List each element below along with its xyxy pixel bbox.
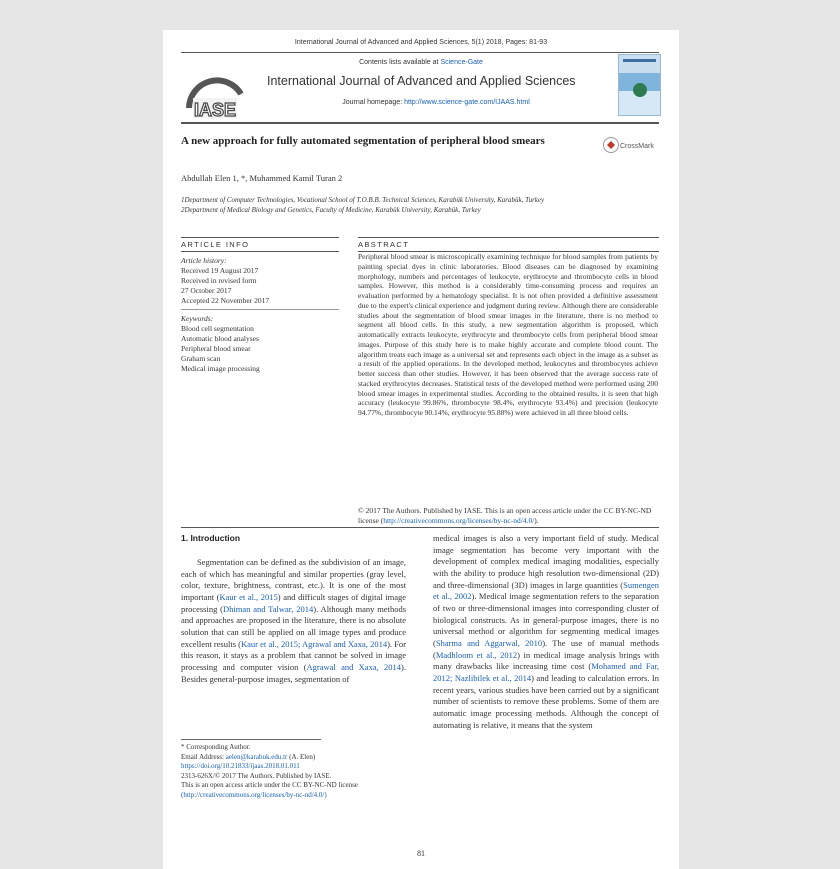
intro-text: ). Besides general-purpose images, segmentation of xyxy=(181,661,406,684)
intro-text: ) and leading to calculation errors. In recent years, various studies have been carried out by a significant number of scientists to remove these problems. Some of them are automatic image processing methods. Although the concept of automating is relative, it means that the system xyxy=(433,672,659,730)
intro-text: medical images is also a very important field of study. Medical image segmentation has become very important with the development of complex medical imaging modalities, especially with the ability to produce high resolution two-dimensional (2D) and three-dimensional (3D) images in large quantities ( xyxy=(433,533,659,590)
header-rule-bottom xyxy=(181,122,659,124)
citation-link[interactable]: Madhloom et al., 2012 xyxy=(435,649,518,660)
logo-text: IASE xyxy=(193,100,237,120)
keywords xyxy=(181,314,341,374)
affiliation-2: 2Department of Medical Biology and Genetics, Faculty of Medicine, Karabük University, Karabük, Turkey xyxy=(181,206,481,214)
intro-text: ). Medical image segmentation refers to the separation of two or three-dimensional images into corresponding cluster of biological constructs. As in general-purpose images, there is no universal method or algorithm for segmenting medical images ( xyxy=(433,591,659,648)
copyright-suffix: ). xyxy=(534,515,539,525)
citation-link[interactable]: Kaur et al., 2015; Agrawal and Xaxa, 2014 xyxy=(241,638,388,649)
body-rule xyxy=(181,527,659,528)
intro-text: Segmentation can be defined as the subdivision of an image, each of which has meaningful and similar properties (gray level, color, texture, brightness, contrast, etc.). It is one of the most important ( xyxy=(181,557,406,602)
homepage-link[interactable]: http://www.science-gate.com/IJAAS.html xyxy=(404,99,530,106)
crossmark-label: CrossMark xyxy=(620,143,654,150)
article-info-rule xyxy=(181,237,339,238)
issn-line: 2313-626X/© 2017 The Authors. Published by IASE. xyxy=(181,771,332,780)
keyword-item: Medical image processing xyxy=(181,364,260,373)
article-history xyxy=(181,256,341,306)
iase-logo-icon xyxy=(181,64,249,124)
footnote-rule xyxy=(181,739,321,740)
intro-text: ). For this reason, it stays as a problem that cannot be solved in image processing and computer vision ( xyxy=(181,638,407,672)
keyword-item: Automatic blood analyses xyxy=(181,334,259,343)
header-rule-top xyxy=(181,52,659,53)
email-link[interactable]: aelen@karabuk.edu.tr xyxy=(225,752,288,761)
citation-link[interactable]: Agrawal and Xaxa, 2014 xyxy=(306,661,402,672)
article-info-rule-2 xyxy=(181,251,339,252)
citation-link[interactable]: Mohamed and Far, 2012; Nazlibilek et al., 2014 xyxy=(433,661,659,683)
abstract-rule xyxy=(358,237,659,238)
running-head: International Journal of Advanced and Applied Sciences, 5(1) 2018, Pages: 81-93 xyxy=(294,39,548,46)
history-revised-date: 27 October 2017 xyxy=(181,286,232,295)
license-line: This is an open access article under the CC BY-NC-ND license xyxy=(181,781,358,789)
email-line xyxy=(181,753,421,763)
keyword-item: Blood cell segmentation xyxy=(181,324,254,333)
page-number: 81 xyxy=(417,849,425,858)
citation-link[interactable]: Kaur et al., 2015 xyxy=(219,591,278,602)
journal-cover-image xyxy=(618,54,661,116)
abstract-text: Peripheral blood smear is microscopically examining technique for blood samples from patients by painting special dyes in clinic laboratories. Blood diseases can be diagnosed by examining morphology, numbers and percentages of leukocyte, erythrocyte and thrombocyte cells in blood samples. However, this method is a considerably time-consuming process and requires an evaluation performed by a hematology specialist. It is not often provided a definitive assessment due to the expert's clinical experience and judgment during review. Although there are considerable studies about the segmentation of blood smear images in the literature, there is no method to segment all blood cells. In this study, a new segmentation algorithm is proposed, which automatically extracts leukocyte, erythrocyte and thrombocyte cells from peripheral blood smear images. Purpose of this study here is to make highly accurate and complete blood count. The algorithm treats each image as a universal set and represents each object in the image as a subset as a result of the applied operations. In the developed method, leukocytes and thrombocytes achieve better success than other studies. However, it has been observed that the average success rate of stacked erythrocytes decreases. Statistical tests of the developed method were performed using 200 blood smear images in experimental studies. According to the obtained results, it is seen that high accuracy (leukocyte 99.86%, thrombocyte 98.4%, erythrocyte 93.4%) and precision (leukocyte 94.77%, thrombocyte 90.14%, erythrocyte 95.88%) were achieved in all three blood cells. xyxy=(358,252,658,417)
journal-title: International Journal of Advanced and Applied Sciences xyxy=(267,74,576,88)
crossmark-icon[interactable] xyxy=(603,136,659,154)
citation-link[interactable]: Sumengen et al., 2002 xyxy=(433,579,659,602)
email-prefix: Email Address: xyxy=(181,752,224,761)
license-link[interactable]: http://creativecommons.org/licenses/by-nc-nd/4.0/ xyxy=(383,515,535,525)
article-title: A new approach for fully automated segmentation of peripheral blood smears xyxy=(181,135,545,147)
intro-text: ) in medical image analysis brings with many drawbacks like increasing time cost ( xyxy=(433,649,659,672)
contents-link[interactable]: Science-Gate xyxy=(440,59,483,66)
history-label: Article history: xyxy=(181,256,227,265)
intro-text: ). The use of manual methods ( xyxy=(433,637,659,660)
article-info-heading: ARTICLE INFO xyxy=(181,240,250,249)
footnote xyxy=(181,743,421,800)
intro-text: ) and difficult stages of digital image processing ( xyxy=(181,591,407,614)
intro-left-column xyxy=(181,557,406,685)
history-received: Received 19 August 2017 xyxy=(181,266,259,275)
affiliation-1: 1Department of Computer Technologies, Vocational School of T.O.B.B. Technical Sciences, Karabük University, Karabük, Turkey xyxy=(181,196,545,204)
intro-right-column xyxy=(433,533,659,731)
keyword-item: Graham scan xyxy=(181,354,221,363)
footnote-license-link[interactable]: (http://creativecommons.org/licenses/by-nc-nd/4.0/) xyxy=(181,790,327,799)
citation-link[interactable]: Sharma and Aggarwal, 2010 xyxy=(435,637,543,648)
citation-link[interactable]: Dhiman and Talwar, 2014 xyxy=(223,603,314,614)
copyright-notice xyxy=(358,506,658,525)
keywords-label: Keywords: xyxy=(181,314,214,323)
keyword-item: Peripheral blood smear xyxy=(181,344,251,353)
history-revised-label: Received in revised form xyxy=(181,276,257,285)
intro-heading: 1. Introduction xyxy=(181,533,241,543)
history-rule xyxy=(181,309,339,310)
email-suffix: (A. Elen) xyxy=(289,752,316,761)
doi-link[interactable]: https://doi.org/10.21833/ijaas.2018.01.011 xyxy=(181,762,300,770)
abstract-heading: ABSTRACT xyxy=(358,240,410,249)
authors-line: Abdullah Elen 1, *, Muhammed Kamil Turan 2 xyxy=(181,173,343,183)
contents-prefix: Contents lists available at xyxy=(359,59,439,66)
history-accepted: Accepted 22 November 2017 xyxy=(181,296,270,305)
corresponding-author: * Corresponding Author. xyxy=(181,743,251,751)
journal-homepage xyxy=(163,99,679,106)
intro-text: ). Although many methods and approaches are proposed in the literature, there is no absolute solution that can still be applied on all image types and produce excellent results ( xyxy=(181,603,407,649)
copyright-prefix: © 2017 The Authors. Published by IASE. This is an open access article under the CC BY-NC-ND license ( xyxy=(358,506,652,525)
paper-page xyxy=(163,30,679,869)
homepage-prefix: Journal homepage: xyxy=(342,99,403,106)
